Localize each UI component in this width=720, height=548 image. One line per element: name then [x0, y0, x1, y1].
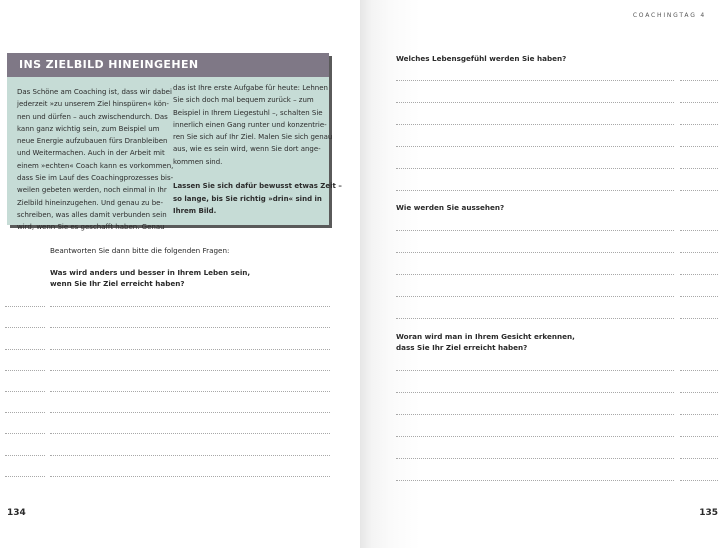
question-2: Welches Lebensgefühl werden Sie haben? — [396, 54, 567, 63]
answer-line[interactable] — [50, 327, 330, 328]
answer-line[interactable] — [5, 370, 45, 371]
info-box-title: INS ZIELBILD HINEINGEHEN — [19, 58, 199, 71]
info-box-column-right — [173, 82, 342, 217]
answer-line[interactable] — [396, 318, 674, 319]
answer-line[interactable] — [396, 296, 674, 297]
answer-line[interactable] — [680, 392, 718, 393]
question-1-line-1: Was wird anders und besser in Ihrem Leben sein, — [50, 268, 251, 277]
answer-line[interactable] — [5, 391, 45, 392]
text-line: Beispiel in Ihrem Liegestuhl –, schalten Sie — [173, 108, 323, 117]
answer-line[interactable] — [680, 146, 718, 147]
answer-line[interactable] — [680, 168, 718, 169]
text-line: wird, wenn Sie es geschafft haben. Genau — [17, 223, 165, 232]
answer-line[interactable] — [396, 102, 674, 103]
answer-line[interactable] — [396, 168, 674, 169]
text-line: aus, wie es sein wird, wenn Sie dort ange- — [173, 145, 321, 154]
text-line: einem »echten« Coach kann es vorkommen, — [17, 161, 174, 170]
answer-line[interactable] — [50, 433, 330, 434]
answer-line[interactable] — [396, 124, 674, 125]
text-line: schreiben, was alles damit verbunden sein — [17, 210, 167, 219]
answer-line[interactable] — [680, 318, 718, 319]
page-number-right: 135 — [699, 508, 718, 518]
info-box-header — [7, 53, 329, 77]
answer-line[interactable] — [50, 412, 330, 413]
answer-line[interactable] — [5, 455, 45, 456]
question-1-line-2: wenn Sie Ihr Ziel erreicht haben? — [50, 279, 185, 288]
answer-line[interactable] — [396, 146, 674, 147]
text-line: Das Schöne am Coaching ist, dass wir dabei — [17, 88, 172, 96]
answer-line[interactable] — [396, 458, 674, 459]
answer-line[interactable] — [50, 370, 330, 371]
running-head: COACHINGTAG 4 — [632, 12, 706, 19]
answer-line[interactable] — [396, 80, 674, 81]
text-line-bold: so lange, bis Sie richtig »drin« sind in — [173, 194, 322, 203]
text-line: ren Sie sich auf Ihr Ziel. Malen Sie sich genau — [173, 133, 333, 142]
answer-line[interactable] — [680, 190, 718, 191]
text-line: innerlich einen Gang runter und konzentrie- — [173, 120, 327, 129]
answer-line[interactable] — [50, 349, 330, 350]
answer-line[interactable] — [5, 433, 45, 434]
answer-line[interactable] — [5, 349, 45, 350]
answer-line[interactable] — [396, 190, 674, 191]
answer-line[interactable] — [5, 412, 45, 413]
text-line-bold: Ihrem Bild. — [173, 206, 217, 215]
answer-line[interactable] — [50, 391, 330, 392]
answer-line[interactable] — [680, 414, 718, 415]
answer-line[interactable] — [396, 370, 674, 371]
answer-line[interactable] — [5, 476, 45, 477]
answer-line[interactable] — [5, 306, 45, 307]
text-line: kommen sind. — [173, 157, 223, 166]
answer-line[interactable] — [50, 455, 330, 456]
text-line-bold: Lassen Sie sich dafür bewusst etwas Zeit – — [173, 182, 342, 191]
answer-line[interactable] — [680, 458, 718, 459]
text-line: das ist Ihre erste Aufgabe für heute: Lehnen — [173, 84, 328, 92]
answer-line[interactable] — [680, 370, 718, 371]
answer-line[interactable] — [680, 274, 718, 275]
answer-line[interactable] — [680, 480, 718, 481]
answer-line[interactable] — [680, 230, 718, 231]
answer-line[interactable] — [396, 392, 674, 393]
text-line: und Weitermachen. Auch in der Arbeit mit — [17, 149, 165, 158]
answer-line[interactable] — [396, 230, 674, 231]
instruction-text: Beantworten Sie dann bitte die folgenden Fragen: — [50, 246, 230, 255]
text-line: neue Energie aufzubauen fürs Dranbleiben — [17, 137, 168, 146]
question-3: Wie werden Sie aussehen? — [396, 203, 505, 212]
answer-line[interactable] — [680, 102, 718, 103]
text-line: kann ganz wichtig sein, zum Beispiel um — [17, 124, 160, 133]
text-line: Sie sich doch mal bequem zurück – zum — [173, 96, 314, 105]
answer-line[interactable] — [680, 296, 718, 297]
text-line: nen und dürfen – auch zwischendurch. Das — [17, 112, 168, 121]
answer-line[interactable] — [680, 124, 718, 125]
text-line: Zielbild hineinzugehen. Und genau zu be- — [17, 198, 163, 207]
answer-line[interactable] — [50, 476, 330, 477]
answer-line[interactable] — [680, 252, 718, 253]
text-line: dass Sie im Lauf des Coachingprozesses bis- — [17, 174, 174, 183]
answer-line[interactable] — [396, 436, 674, 437]
question-4-line-1: Woran wird man in Ihrem Gesicht erkennen, — [396, 332, 575, 341]
text-line: jederzeit »zu unserem Ziel hinspüren« kön- — [17, 100, 169, 109]
page-number-left: 134 — [7, 508, 26, 518]
info-box-column-left — [17, 86, 173, 234]
info-box — [7, 53, 342, 232]
answer-line[interactable] — [396, 480, 674, 481]
answer-line[interactable] — [396, 414, 674, 415]
answer-line[interactable] — [396, 252, 674, 253]
text-line: weilen gebeten werden, noch einmal in Ihr — [17, 186, 167, 195]
right-page — [360, 0, 720, 548]
question-4-line-2: dass Sie Ihr Ziel erreicht haben? — [396, 343, 528, 352]
answer-line[interactable] — [396, 274, 674, 275]
answer-line[interactable] — [50, 306, 330, 307]
answer-line[interactable] — [680, 436, 718, 437]
answer-line[interactable] — [680, 80, 718, 81]
answer-line[interactable] — [5, 327, 45, 328]
